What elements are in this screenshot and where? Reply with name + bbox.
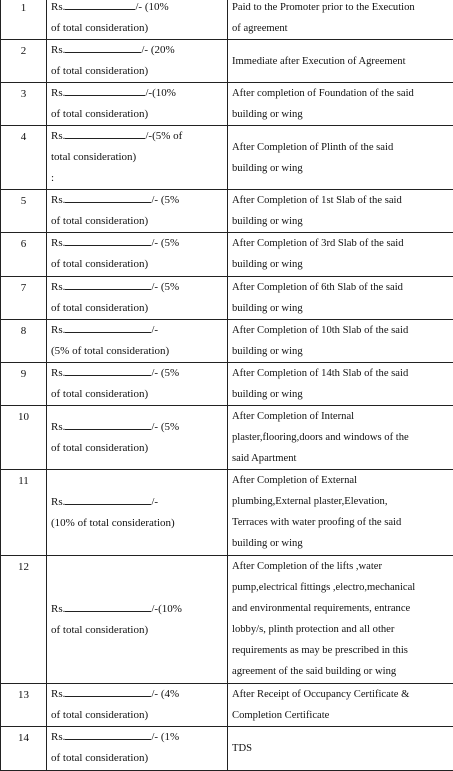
amount-blank <box>65 599 151 612</box>
amount-suffix: /- <box>151 496 158 508</box>
consideration-text: of total consideration) <box>51 61 227 82</box>
milestone-description <box>228 727 453 771</box>
description-line: of agreement <box>232 18 453 39</box>
rs-label: Rs. <box>51 194 65 206</box>
row-number: 7 <box>1 277 47 320</box>
amount-line <box>51 233 227 254</box>
table-row <box>1 406 453 470</box>
amount-line <box>51 363 227 384</box>
amount-cell <box>47 190 228 233</box>
amount-cell <box>47 727 228 771</box>
description-line: building or wing <box>232 298 453 319</box>
amount-line <box>51 320 227 341</box>
row-number: 14 <box>1 727 47 771</box>
amount-cell <box>47 320 228 363</box>
rs-label: Rs. <box>51 281 65 293</box>
extra-mark: : <box>51 168 227 189</box>
amount-suffix: /- (10% <box>135 1 168 13</box>
table-row <box>1 0 453 40</box>
amount-cell <box>47 83 228 126</box>
consideration-text: (5% of total consideration) <box>51 341 227 362</box>
consideration-text: of total consideration) <box>51 18 227 39</box>
amount-line <box>51 684 227 705</box>
description-line: building or wing <box>232 254 453 275</box>
rs-label: Rs. <box>51 688 65 700</box>
row-number: 6 <box>1 233 47 277</box>
description-line: building or wing <box>232 158 453 179</box>
milestone-description <box>228 470 453 556</box>
amount-cell <box>47 40 228 83</box>
rs-label: Rs. <box>51 324 65 336</box>
description-line: After Completion of the lifts ,water <box>232 556 453 577</box>
amount-cell <box>47 556 228 684</box>
consideration-text: of total consideration) <box>51 254 227 275</box>
amount-suffix: /- (5% <box>151 367 179 379</box>
milestone-description <box>228 277 453 320</box>
table-row <box>1 190 453 233</box>
milestone-description <box>228 320 453 363</box>
consideration-text: of total consideration) <box>51 298 227 319</box>
amount-line <box>51 492 227 513</box>
table-row <box>1 83 453 126</box>
rs-label: Rs. <box>51 130 65 142</box>
row-number: 1 <box>1 0 47 40</box>
amount-suffix: /- (20% <box>141 44 174 56</box>
table-row <box>1 363 453 406</box>
table-row <box>1 320 453 363</box>
description-line: Immediate after Execution of Agreement <box>232 51 453 72</box>
amount-suffix: /- (5% <box>151 281 179 293</box>
amount-line <box>51 190 227 211</box>
description-line: After Receipt of Occupancy Certificate & <box>232 684 453 705</box>
amount-blank <box>65 684 151 697</box>
amount-blank <box>65 0 135 10</box>
description-line: Terraces with water proofing of the said <box>232 512 453 533</box>
consideration-text: of total consideration) <box>51 748 227 769</box>
consideration-text: of total consideration) <box>51 705 227 726</box>
consideration-text: of total consideration) <box>51 211 227 232</box>
amount-blank <box>65 40 141 53</box>
description-line: pump,electrical fittings ,electro,mechanical <box>232 577 453 598</box>
consideration-text: of total consideration) <box>51 438 227 459</box>
description-line: plumbing,External plaster,Elevation, <box>232 491 453 512</box>
amount-cell <box>47 470 228 556</box>
milestone-description <box>228 363 453 406</box>
amount-cell <box>47 126 228 190</box>
amount-line <box>51 727 227 748</box>
description-line: building or wing <box>232 211 453 232</box>
row-number: 10 <box>1 406 47 470</box>
table-row <box>1 233 453 277</box>
amount-line <box>51 83 227 104</box>
consideration-text: of total consideration) <box>51 104 227 125</box>
amount-line <box>51 599 227 620</box>
amount-line <box>51 277 227 298</box>
milestone-description <box>228 684 453 727</box>
amount-blank <box>65 277 151 290</box>
description-line: After Completion of 14th Slab of the said <box>232 363 453 384</box>
amount-suffix: /- (5% <box>151 421 179 433</box>
amount-line <box>51 417 227 438</box>
amount-blank <box>65 492 151 505</box>
table-row <box>1 277 453 320</box>
table-row <box>1 470 453 556</box>
description-line: Completion Certificate <box>232 705 453 726</box>
rs-label: Rs. <box>51 496 65 508</box>
row-number: 12 <box>1 556 47 684</box>
amount-blank <box>65 233 151 246</box>
description-line: After Completion of 1st Slab of the said <box>232 190 453 211</box>
milestone-description <box>228 40 453 83</box>
rs-label: Rs. <box>51 87 65 99</box>
milestone-description <box>228 83 453 126</box>
payment-schedule-body <box>1 0 453 771</box>
row-number: 9 <box>1 363 47 406</box>
amount-cell <box>47 277 228 320</box>
consideration-text: total consideration) <box>51 147 227 168</box>
rs-label: Rs. <box>51 237 65 249</box>
amount-suffix: /-(5% of <box>145 130 182 142</box>
amount-cell <box>47 406 228 470</box>
rs-label: Rs. <box>51 367 65 379</box>
row-number: 13 <box>1 684 47 727</box>
amount-suffix: /- (4% <box>151 688 179 700</box>
description-line: After completion of Foundation of the said <box>232 83 453 104</box>
rs-label: Rs. <box>51 731 65 743</box>
description-line: requirements as may be prescribed in this <box>232 640 453 661</box>
row-number: 3 <box>1 83 47 126</box>
description-line: After Completion of 6th Slab of the said <box>232 277 453 298</box>
consideration-text: (10% of total consideration) <box>51 513 227 534</box>
description-line: and environmental requirements, entrance <box>232 598 453 619</box>
description-line: TDS <box>232 738 453 759</box>
milestone-description <box>228 190 453 233</box>
description-line: building or wing <box>232 384 453 405</box>
description-line: agreement of the said building or wing <box>232 661 453 682</box>
amount-blank <box>65 417 151 430</box>
description-line: After Completion of Plinth of the said <box>232 137 453 158</box>
amount-line <box>51 40 227 61</box>
amount-suffix: /-(10% <box>145 87 176 99</box>
amount-blank <box>65 126 145 139</box>
milestone-description <box>228 556 453 684</box>
description-line: After Completion of Internal <box>232 406 453 427</box>
amount-blank <box>65 190 151 203</box>
table-row <box>1 126 453 190</box>
row-number: 11 <box>1 470 47 556</box>
amount-suffix: /-(10% <box>151 603 182 615</box>
amount-line <box>51 126 227 147</box>
amount-blank <box>65 83 145 96</box>
milestone-description <box>228 126 453 190</box>
table-row <box>1 727 453 771</box>
table-row <box>1 40 453 83</box>
description-line: Paid to the Promoter prior to the Execution <box>232 0 453 18</box>
amount-blank <box>65 320 151 333</box>
amount-suffix: /- (5% <box>151 237 179 249</box>
description-line: After Completion of External <box>232 470 453 491</box>
rs-label: Rs. <box>51 603 65 615</box>
amount-line <box>51 0 227 18</box>
description-line: said Apartment <box>232 448 453 469</box>
row-number: 4 <box>1 126 47 190</box>
description-line: plaster,flooring,doors and windows of the <box>232 427 453 448</box>
consideration-text: of total consideration) <box>51 620 227 641</box>
rs-label: Rs. <box>51 1 65 13</box>
table-row <box>1 556 453 684</box>
description-line: After Completion of 10th Slab of the said <box>232 320 453 341</box>
table-row <box>1 684 453 727</box>
amount-suffix: /- (1% <box>151 731 179 743</box>
amount-cell <box>47 684 228 727</box>
consideration-text: of total consideration) <box>51 384 227 405</box>
amount-cell <box>47 363 228 406</box>
description-line: building or wing <box>232 341 453 362</box>
amount-cell <box>47 0 228 40</box>
amount-cell <box>47 233 228 277</box>
milestone-description <box>228 0 453 40</box>
amount-suffix: /- <box>151 324 158 336</box>
row-number: 5 <box>1 190 47 233</box>
description-line: building or wing <box>232 533 453 554</box>
amount-blank <box>65 363 151 376</box>
description-line: building or wing <box>232 104 453 125</box>
row-number: 2 <box>1 40 47 83</box>
description-line: lobby/s, plinth protection and all other <box>232 619 453 640</box>
description-line: After Completion of 3rd Slab of the said <box>232 233 453 254</box>
rs-label: Rs. <box>51 421 65 433</box>
rs-label: Rs. <box>51 44 65 56</box>
milestone-description <box>228 233 453 277</box>
row-number: 8 <box>1 320 47 363</box>
milestone-description <box>228 406 453 470</box>
amount-blank <box>65 727 151 740</box>
amount-suffix: /- (5% <box>151 194 179 206</box>
